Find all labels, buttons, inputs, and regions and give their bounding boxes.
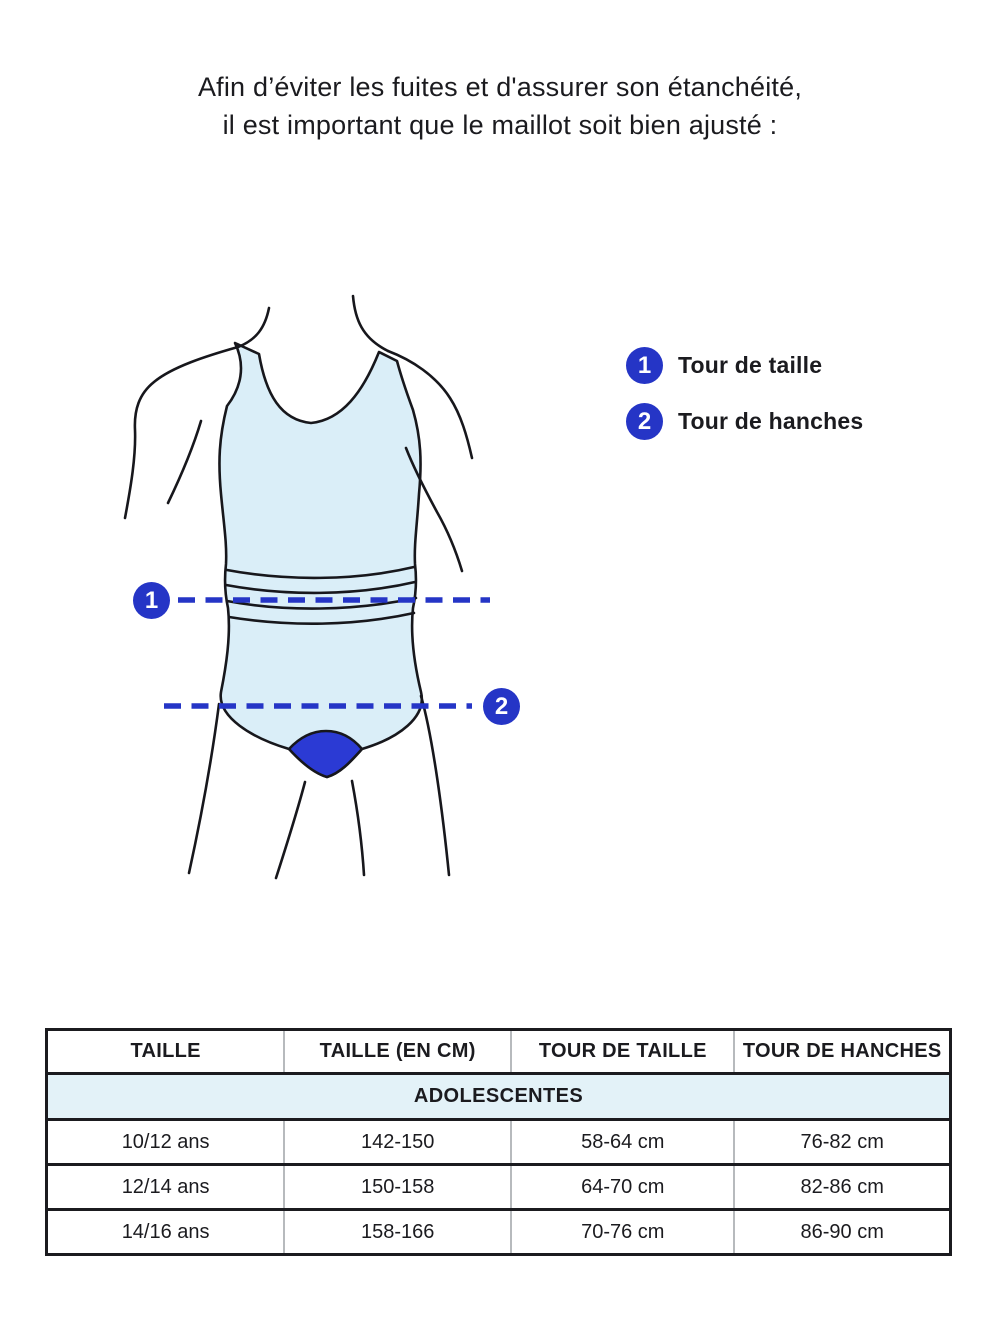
heading-line-2: il est important que le maillot soit bien ajusté : xyxy=(222,110,778,140)
swimsuit-crotch-patch xyxy=(289,731,362,777)
table-row xyxy=(47,1165,951,1210)
section-band-label: ADOLESCENTES xyxy=(47,1074,951,1120)
waist-marker-number: 1 xyxy=(144,586,159,614)
neck-outline xyxy=(238,296,388,351)
table-row xyxy=(47,1210,951,1255)
legend-waist-badge: 1 xyxy=(626,347,663,384)
cell-hips: 82-86 cm xyxy=(734,1165,950,1210)
swimsuit-measurement-illustration xyxy=(100,270,540,890)
cell-height-cm: 158-166 xyxy=(284,1210,511,1255)
right-inner-leg-outline xyxy=(352,781,364,875)
section-band-row xyxy=(47,1074,951,1120)
cell-size: 14/16 ans xyxy=(121,1220,210,1243)
legend-item-waist xyxy=(626,347,822,384)
cell-size: 10/12 ans xyxy=(47,1120,285,1165)
legend-waist-label: Tour de taille xyxy=(678,352,823,378)
cell-hips: 86-90 cm xyxy=(734,1210,950,1255)
legend-hips-label: Tour de hanches xyxy=(678,408,864,434)
col-header-tour-de-taille: TOUR DE TAILLE xyxy=(511,1030,734,1074)
col-header-tour-de-hanches: TOUR DE HANCHES xyxy=(734,1030,950,1074)
cell-waist: 70-76 cm xyxy=(511,1210,734,1255)
table-row xyxy=(47,1120,951,1165)
left-inner-leg-outline xyxy=(276,782,305,878)
cell-waist: 64-70 cm xyxy=(511,1165,734,1210)
size-table xyxy=(45,1028,952,1256)
col-header-taille: TAILLE xyxy=(47,1030,285,1074)
cell-height-cm: 150-158 xyxy=(284,1165,511,1210)
legend-item-hips xyxy=(626,403,863,440)
hips-marker-number: 2 xyxy=(494,692,509,720)
cell-waist: 58-64 cm xyxy=(511,1120,734,1165)
right-leg-outline xyxy=(421,696,449,875)
left-inner-arm-outline xyxy=(168,421,201,503)
cell-hips: 76-82 cm xyxy=(734,1120,950,1165)
size-table-header-row xyxy=(47,1030,951,1074)
hips-marker-badge xyxy=(483,688,520,725)
left-leg-outline xyxy=(189,704,219,873)
waist-marker-badge xyxy=(133,582,170,619)
heading-line-1: Afin d’éviter les fuites et d'assurer son étanchéité, xyxy=(197,72,803,102)
legend-hips-badge: 2 xyxy=(626,403,663,440)
swimsuit-shape xyxy=(219,343,421,777)
col-header-taille-cm: TAILLE (EN CM) xyxy=(284,1030,511,1074)
cell-height-cm: 142-150 xyxy=(284,1120,511,1165)
page-title xyxy=(0,68,1000,144)
cell-size: 12/14 ans xyxy=(47,1165,285,1210)
